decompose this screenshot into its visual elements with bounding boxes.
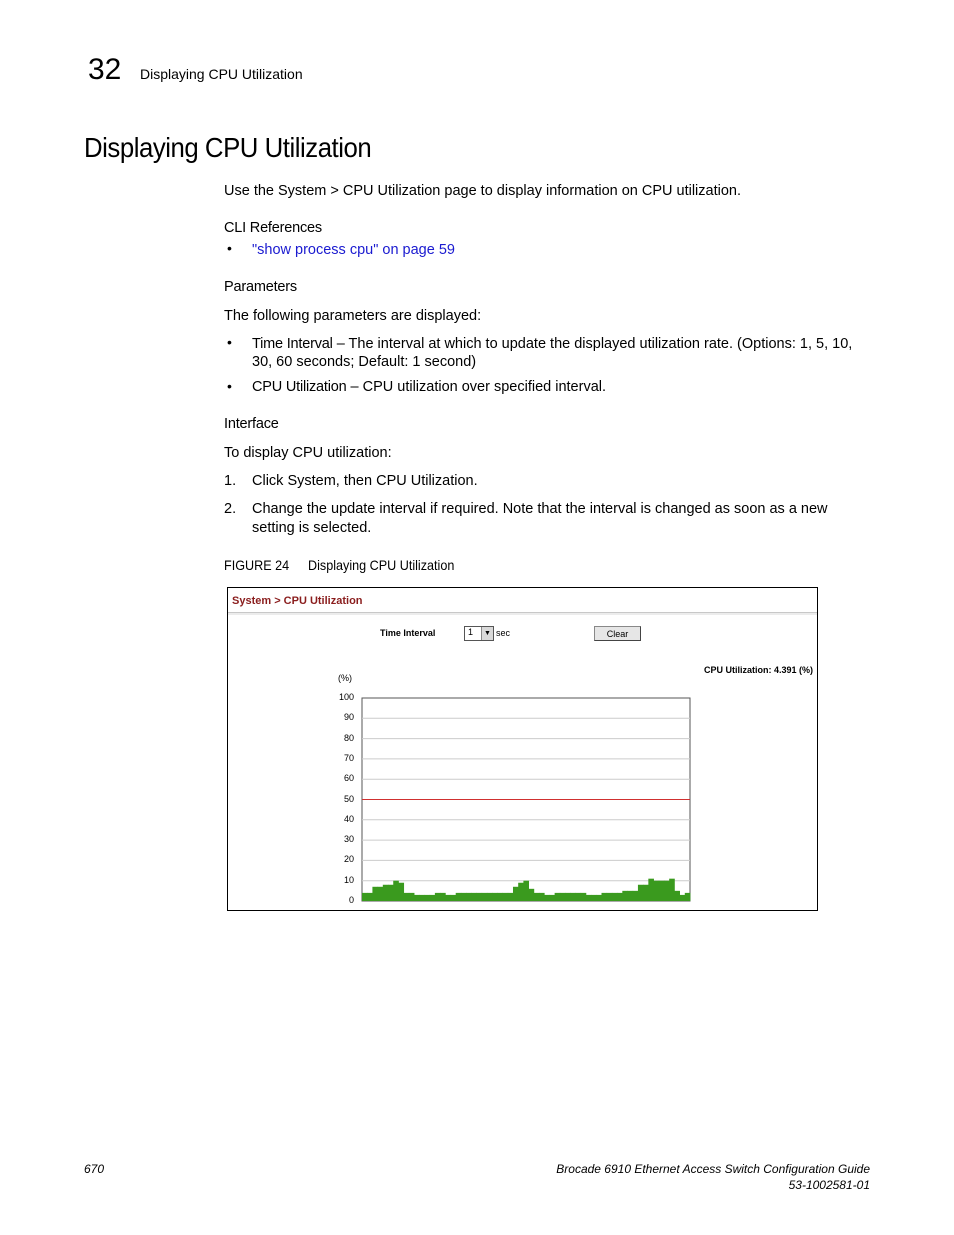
param-time-interval-cont: 30, 60 seconds; Default: 1 second) bbox=[252, 354, 477, 370]
cpu-utilization-bar bbox=[544, 895, 550, 901]
cpu-utilization-bar bbox=[497, 893, 503, 901]
param-description: – CPU utilization over specified interval. bbox=[346, 379, 607, 395]
intro-text: Use the System > CPU Utilization page to display information on CPU utilization. bbox=[224, 183, 742, 199]
cpu-utilization-bar bbox=[581, 893, 587, 901]
cpu-utilization-bar bbox=[461, 893, 467, 901]
breadcrumb[interactable]: System > CPU Utilization bbox=[232, 595, 363, 607]
cpu-utilization-bar bbox=[487, 893, 493, 901]
cpu-utilization-bar bbox=[424, 895, 430, 901]
cpu-utilization-bar bbox=[570, 893, 576, 901]
cpu-utilization-bar bbox=[492, 893, 498, 901]
y-tick-label: 50 bbox=[343, 793, 354, 804]
cpu-utilization-bar bbox=[628, 891, 634, 901]
cpu-utilization-bar bbox=[617, 893, 623, 901]
cpu-utilization-bar bbox=[555, 893, 561, 901]
cpu-utilization-chart bbox=[360, 696, 692, 903]
cpu-utilization-bar bbox=[534, 893, 540, 901]
y-tick-label: 20 bbox=[343, 854, 354, 865]
cpu-utilization-bar bbox=[648, 879, 654, 901]
cpu-utilization-bar bbox=[596, 895, 602, 901]
interval-unit: sec bbox=[496, 628, 511, 638]
y-axis-unit: (%) bbox=[338, 673, 352, 683]
bullet-icon: • bbox=[227, 334, 232, 350]
step-number: 2. bbox=[224, 501, 237, 517]
cpu-utilization-bar bbox=[372, 887, 378, 901]
cpu-utilization-bar bbox=[685, 893, 691, 901]
cpu-utilization-bar bbox=[529, 889, 535, 901]
param-cpu-utilization bbox=[252, 378, 606, 396]
cpu-utilization-bar bbox=[513, 887, 519, 901]
cpu-utilization-bar bbox=[503, 893, 509, 901]
cpu-utilization-bar bbox=[414, 895, 420, 901]
y-tick-label: 70 bbox=[343, 752, 354, 763]
cpu-utilization-bar bbox=[383, 885, 389, 901]
bullet-icon: • bbox=[227, 378, 232, 394]
cpu-utilization-bar bbox=[586, 895, 592, 901]
cpu-utilization-bar bbox=[612, 893, 618, 901]
cpu-utilization-bar bbox=[638, 885, 644, 901]
running-title: Displaying CPU Utilization bbox=[140, 66, 303, 82]
cpu-utilization-bar bbox=[539, 893, 545, 901]
cpu-utilization-bar bbox=[664, 881, 670, 901]
cli-references-heading: CLI References bbox=[224, 220, 322, 236]
cpu-utilization-bar bbox=[591, 895, 597, 901]
cpu-utilization-bar bbox=[565, 893, 571, 901]
cpu-utilization-bar bbox=[362, 893, 368, 901]
cpu-utilization-bar bbox=[419, 895, 425, 901]
cpu-utilization-bar bbox=[471, 893, 477, 901]
cpu-utilization-bar bbox=[601, 893, 607, 901]
cpu-utilization-bar bbox=[451, 895, 457, 901]
param-description: – The interval at which to update the displayed utilization rate. (Options: 1, 5, 10, bbox=[332, 336, 853, 352]
y-tick-label: 30 bbox=[343, 834, 354, 845]
param-time-interval bbox=[252, 335, 882, 353]
step-2-line-2: setting is selected. bbox=[252, 520, 372, 536]
figure-header bbox=[228, 588, 817, 613]
time-interval-select[interactable] bbox=[464, 626, 494, 641]
cpu-utilization-bar bbox=[477, 893, 483, 901]
y-tick-label: 60 bbox=[343, 773, 354, 784]
cpu-utilization-bar bbox=[680, 895, 686, 901]
cpu-utilization-bar bbox=[367, 893, 373, 901]
step-number: 1. bbox=[224, 473, 237, 489]
figure-caption-title: Displaying CPU Utilization bbox=[308, 557, 455, 573]
parameters-heading: Parameters bbox=[224, 279, 297, 295]
cpu-utilization-bar bbox=[575, 893, 581, 901]
cpu-utilization-bar bbox=[654, 881, 660, 901]
bullet-icon: • bbox=[227, 240, 232, 256]
interface-intro: To display CPU utilization: bbox=[224, 445, 392, 461]
y-tick-label: 40 bbox=[343, 813, 354, 824]
cpu-utilization-bar bbox=[482, 893, 488, 901]
cpu-utilization-bar bbox=[643, 885, 649, 901]
step-1: Click System, then CPU Utilization. bbox=[252, 473, 478, 489]
cpu-utilization-bar bbox=[378, 887, 384, 901]
cpu-utilization-bar bbox=[466, 893, 472, 901]
param-term: CPU Utilization bbox=[252, 379, 347, 395]
cpu-utilization-bar bbox=[404, 893, 410, 901]
cpu-utilization-readout: CPU Utilization: 4.391 (%) bbox=[704, 665, 814, 675]
cpu-utilization-bar bbox=[633, 891, 639, 901]
step-2-line-1: Change the update interval if required. Note that the interval is changed as soon as a new bbox=[252, 501, 828, 517]
y-tick-label: 10 bbox=[343, 874, 354, 885]
clear-button[interactable]: Clear bbox=[594, 626, 641, 641]
cpu-utilization-bar bbox=[409, 893, 415, 901]
cpu-utilization-bar bbox=[430, 895, 436, 901]
y-tick-label: 80 bbox=[343, 732, 354, 743]
cpu-utilization-bar bbox=[674, 891, 680, 901]
cpu-utilization-bar bbox=[398, 883, 404, 901]
time-interval-label: Time Interval bbox=[380, 628, 436, 638]
cpu-utilization-bar bbox=[518, 883, 524, 901]
cpu-utilization-bar bbox=[456, 893, 462, 901]
cpu-utilization-bar bbox=[669, 879, 675, 901]
section-title: Displaying CPU Utilization bbox=[84, 132, 372, 163]
chevron-down-icon[interactable]: ▼ bbox=[481, 627, 493, 640]
figure-caption-number: FIGURE 24 bbox=[224, 557, 290, 573]
cpu-utilization-bar bbox=[622, 891, 628, 901]
parameters-intro: The following parameters are displayed: bbox=[224, 308, 482, 324]
book-title: Brocade 6910 Ethernet Access Switch Configuration Guide bbox=[556, 1162, 870, 1176]
cpu-utilization-bar bbox=[445, 895, 451, 901]
cpu-utilization-bar bbox=[435, 893, 441, 901]
cpu-utilization-bar bbox=[393, 881, 399, 901]
time-interval-value: 1 bbox=[468, 627, 474, 637]
page-number: 670 bbox=[84, 1162, 105, 1176]
y-tick-label: 0 bbox=[348, 895, 354, 905]
cpu-utilization-bar bbox=[560, 893, 566, 901]
cpu-utilization-bar bbox=[607, 893, 613, 901]
document-number: 53-1002581-01 bbox=[788, 1178, 870, 1192]
y-tick-label: 100 bbox=[338, 692, 354, 702]
param-term: Time Interval bbox=[252, 336, 333, 352]
cpu-utilization-bar bbox=[523, 881, 529, 901]
cpu-utilization-bar bbox=[440, 893, 446, 901]
y-tick-label: 90 bbox=[343, 712, 354, 723]
cpu-utilization-bar bbox=[549, 895, 555, 901]
interface-heading: Interface bbox=[224, 416, 279, 432]
cli-reference-link[interactable]: "show process cpu" on page 59 bbox=[252, 242, 455, 258]
chapter-number: 32 bbox=[88, 53, 122, 86]
cpu-utilization-screenshot bbox=[227, 587, 818, 911]
cpu-utilization-bar bbox=[659, 881, 665, 901]
cpu-utilization-bar bbox=[508, 893, 514, 901]
cpu-utilization-bar bbox=[388, 885, 394, 901]
